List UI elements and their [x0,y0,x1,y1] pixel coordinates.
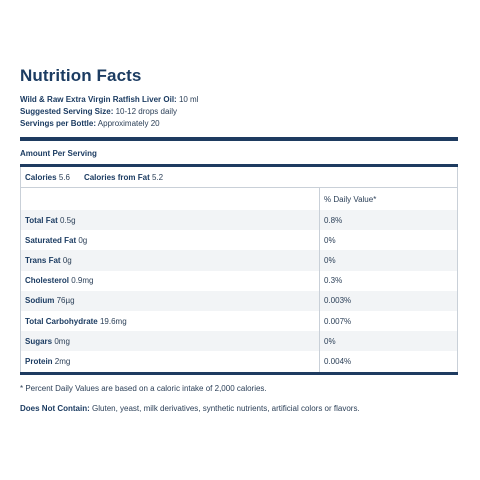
serving-size-value: 10-12 drops daily [115,107,177,116]
calories-row [20,167,458,188]
daily-value-header: % Daily Value* [320,188,458,210]
nutrient-name: Sodium [25,296,55,306]
table-row [21,351,458,371]
nutrient-name: Total Fat [25,215,58,225]
calories-from-fat-label: Calories from Fat [83,172,150,182]
table-row [21,291,458,311]
table-row [21,311,458,331]
nutrient-name: Protein [25,356,53,366]
table-row [21,250,458,270]
nutrient-dv: 0% [320,331,458,351]
calories-from-fat-value: 5.2 [151,172,164,182]
nutrient-name: Total Carbohydrate [25,316,98,326]
nutrient-dv: 0.8% [320,210,458,230]
nutrition-facts-panel [20,66,458,415]
product-label: Wild & Raw Extra Virgin Ratfish Liver Oil: [20,95,177,104]
table-header-row [21,188,458,210]
nutrient-dv: 0% [320,250,458,270]
nutrient-amount: 0.9mg [71,276,94,286]
nutrient-dv: 0.3% [320,271,458,291]
nutrient-amount: 0mg [54,336,70,346]
nutrient-dv: 0% [320,230,458,250]
serving-size-line [20,106,458,118]
product-value: 10 ml [178,95,199,104]
product-line [20,94,458,106]
nutrient-dv: 0.004% [320,351,458,371]
nutrient-name: Cholesterol [25,276,70,286]
calories-value: 5.6 [58,172,70,182]
nutrient-name: Sugars [25,336,53,346]
servings-label: Servings per Bottle: [20,119,97,128]
daily-value-footnote: * Percent Daily Values are based on a caloric intake of 2,000 calories. [20,383,267,393]
nutrient-amount: 76µg [56,296,75,306]
table-row [21,271,458,291]
nutrient-name: Trans Fat [25,255,61,265]
nutrient-amount: 19.6mg [99,316,127,326]
serving-size-label: Suggested Serving Size: [20,107,114,116]
does-not-contain-value: Gluten, yeast, milk derivatives, synthetic nutrients, artificial colors or flavors. [92,403,360,413]
table-row [21,331,458,351]
nutrient-dv: 0.003% [320,291,458,311]
nutrient-name: Saturated Fat [25,235,77,245]
page-title: Nutrition Facts [20,66,142,85]
nutrient-table [20,188,458,372]
amount-per-serving-heading: Amount Per Serving [20,149,97,158]
table-row [21,230,458,250]
does-not-contain-label: Does Not Contain: [20,403,90,413]
divider-bottom [20,372,458,375]
nutrient-amount: 0g [62,255,72,265]
table-row [21,210,458,230]
calories-label: Calories [25,172,57,182]
nutrient-amount: 0.5g [59,215,76,225]
servings-value: Approximately 20 [97,119,160,128]
servings-per-bottle-line [20,118,458,130]
product-meta [20,94,458,130]
nutrient-amount: 2mg [54,356,71,366]
nutrient-dv: 0.007% [320,311,458,331]
does-not-contain [20,403,458,415]
nutrient-amount: 0g [78,235,88,245]
